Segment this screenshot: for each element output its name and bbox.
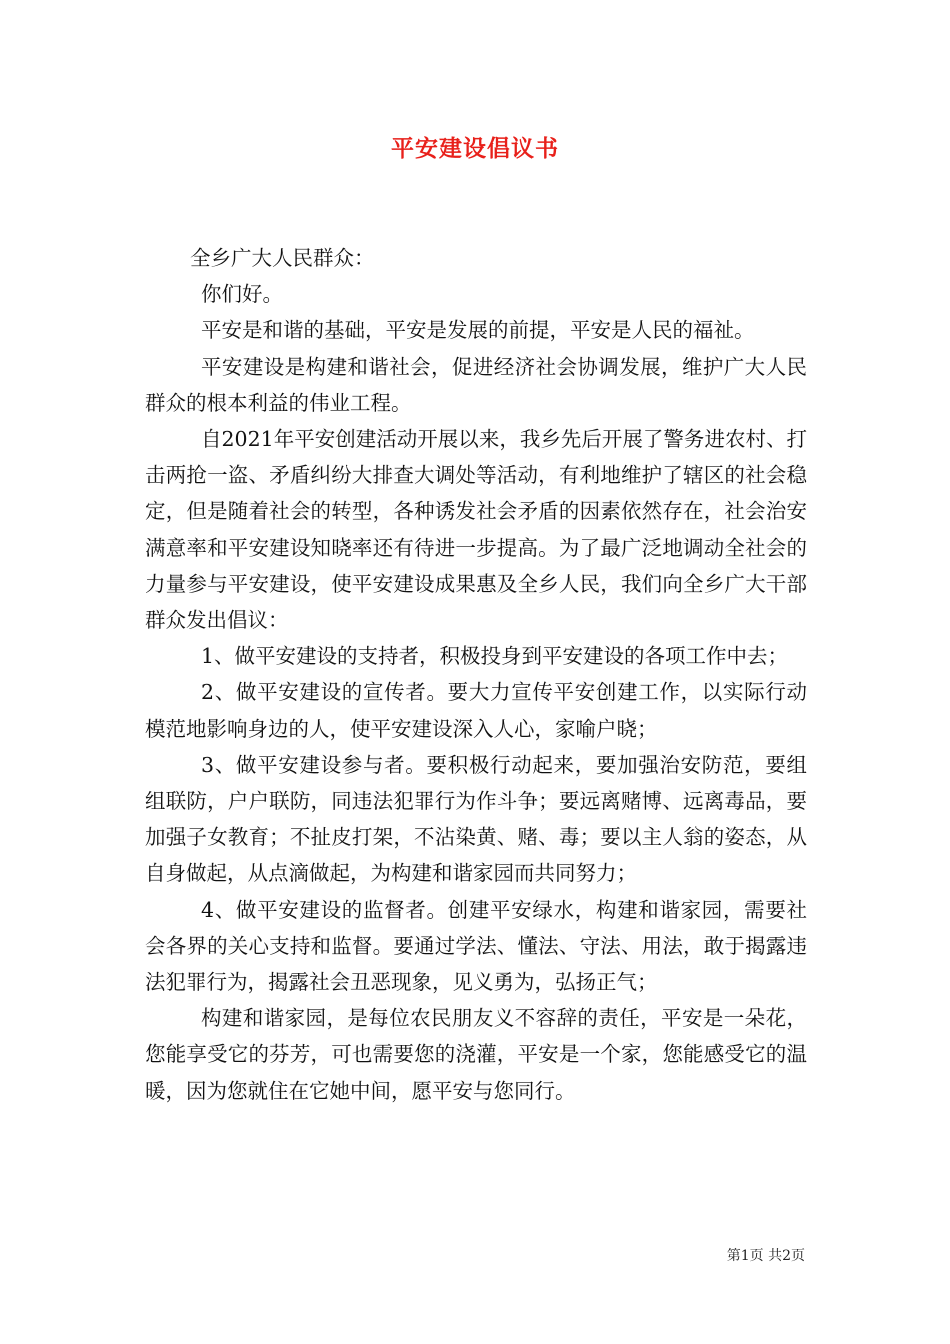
- paragraph-background: 自2021年平安创建活动开展以来，我乡先后开展了警务进农村、打击两抢一盗、矛盾纠纷大排查大调处等活动，有利地维护了辖区的社会稳定，但是随着社会的转型，各种诱发社会矛盾的因素依然存在，社会治安满意率和平安建设知晓率还有待进一步提高。为了最广泛地调动全社会的力量参与平安建设，使平安建设成果惠及全乡人民，我们向全乡广大干部群众发出倡议：: [145, 427, 807, 633]
- paragraph-item-2: 2、做平安建设的宣传者。要大力宣传平安创建工作，以实际行动模范地影响身边的人，使平安建设深入人心，家喻户晓；: [145, 680, 807, 741]
- paragraph-item-3: 3、做平安建设参与者。要积极行动起来，要加强治安防范，要组组联防，户户联防，同违法犯罪行为作斗争；要远离赌博、远离毒品，要加强子女教育；不扯皮打架，不沾染黄、赌、毒；要以主人翁的姿态，从自身做起，从点滴做起，为构建和谐家园而共同努力；: [145, 752, 807, 886]
- paragraph-closing: 构建和谐家园，是每位农民朋友义不容辞的责任，平安是一朵花，您能享受它的芬芳，可也需要您的浇灌，平安是一个家，您能感受它的温暖，因为您就住在它她中间，愿平安与您同行。: [145, 1006, 807, 1103]
- page-indicator: 第1页 共2页: [726, 1248, 805, 1264]
- paragraph-item-1: 1、做平安建设的支持者，积极投身到平安建设的各项工作中去；: [201, 644, 789, 669]
- paragraph-greeting: 你们好。: [201, 282, 283, 307]
- document-body: [145, 240, 807, 1109]
- document-title: 平安建设倡议书: [391, 135, 559, 162]
- salutation: 全乡广大人民群众：: [190, 246, 375, 270]
- paragraph-purpose: 平安建设是构建和谐社会，促进经济社会协调发展，维护广大人民群众的根本利益的伟业工程。: [145, 354, 807, 415]
- paragraph-item-4: 4、做平安建设的监督者。创建平安绿水，构建和谐家园，需要社会各界的关心支持和监督。要通过学法、懂法、守法、用法，敢于揭露违法犯罪行为，揭露社会丑恶现象，见义勇为，弘扬正气；: [145, 897, 807, 995]
- paragraph-intro: 平安是和谐的基础，平安是发展的前提，平安是人民的福祉。: [201, 318, 755, 343]
